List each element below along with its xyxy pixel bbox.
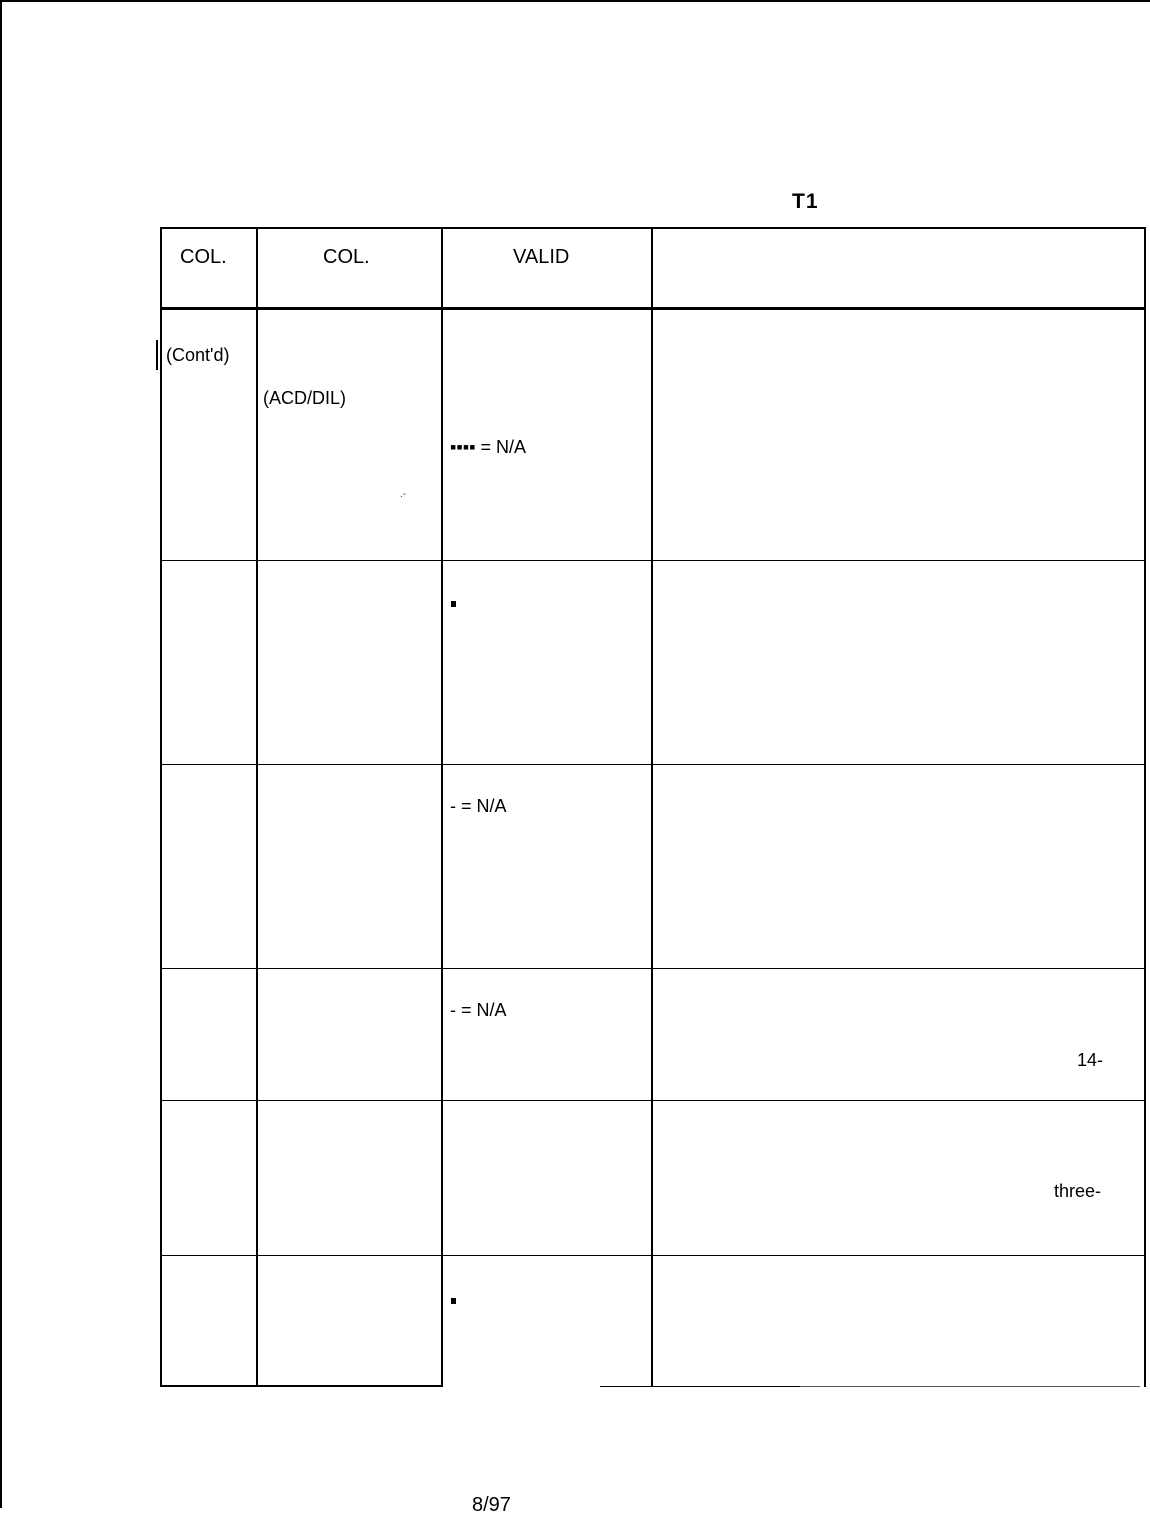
- header-col2: COL.: [323, 246, 370, 268]
- table-bottom-rule-fragment: [600, 1386, 800, 1387]
- table-bottom-rule: [160, 1385, 442, 1387]
- revision-bar: [156, 340, 158, 370]
- header-rule: [160, 307, 1146, 310]
- row1-col1: (Cont'd): [166, 345, 230, 365]
- row-divider: [160, 1255, 1146, 1256]
- row3-col3: - = N/A: [450, 796, 507, 816]
- row-divider: [160, 968, 1146, 969]
- header-col3: VALID: [513, 246, 570, 268]
- table-title-fragment: T1: [792, 190, 819, 213]
- column-rule: [651, 227, 653, 1387]
- table-right-rule: [1144, 227, 1146, 1387]
- row-divider: [160, 1100, 1146, 1101]
- table-bottom-rule-fragment: [800, 1386, 1140, 1387]
- data-table: [160, 227, 1146, 1387]
- row1-col2: (ACD/DIL): [263, 388, 347, 408]
- header-col1: COL.: [180, 246, 227, 268]
- row1-col3: ▪▪▪▪ = N/A: [450, 437, 527, 457]
- row6-col3-bullet: [451, 1298, 456, 1304]
- page-top-rule: [0, 0, 1150, 2]
- page-folio: 8/97: [472, 1494, 511, 1516]
- page-left-rule: [0, 0, 2, 1508]
- row-divider: [160, 560, 1146, 561]
- row-divider: [160, 764, 1146, 765]
- table-left-rule: [160, 227, 162, 1387]
- column-rule: [256, 227, 258, 1387]
- row4-col4: 14-: [1077, 1050, 1104, 1070]
- row2-col3-bullet: [451, 601, 456, 607]
- column-rule: [441, 227, 443, 1387]
- table-top-rule: [160, 227, 1146, 229]
- scan-speck: .-: [400, 489, 407, 500]
- row5-col4: three-: [1054, 1181, 1102, 1201]
- row4-col3: - = N/A: [450, 1000, 507, 1020]
